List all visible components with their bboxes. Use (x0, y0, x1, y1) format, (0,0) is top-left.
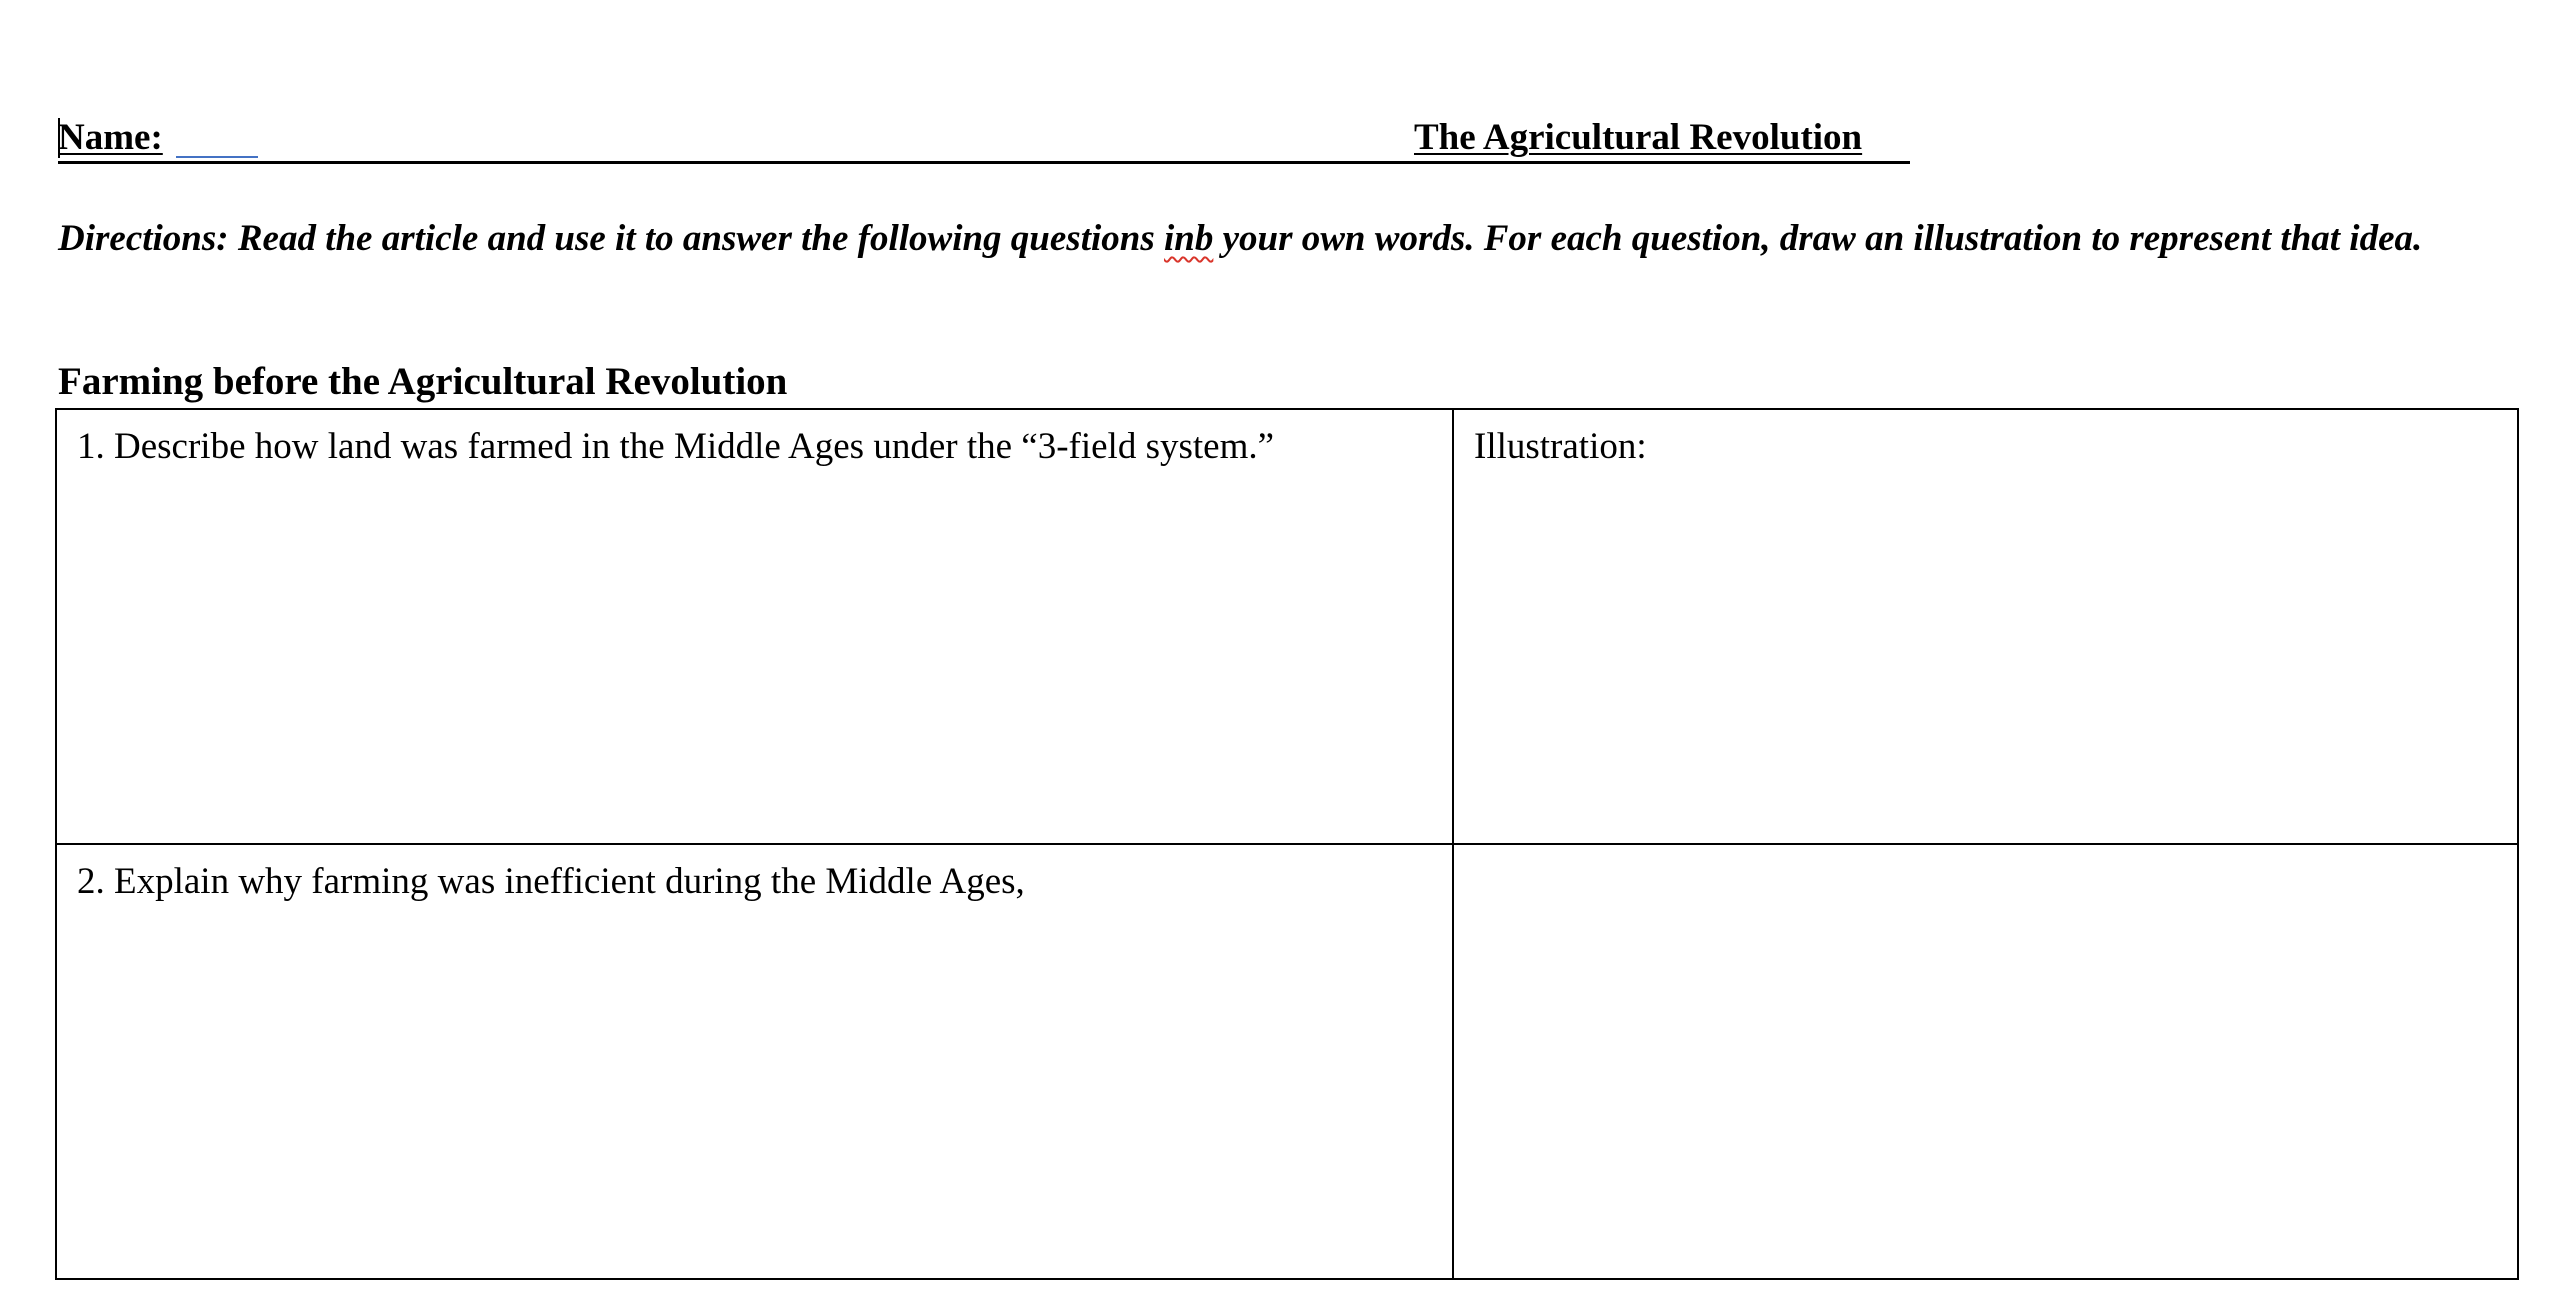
directions-part-1: Directions: Read the article and use it to answer the following questions (58, 218, 1164, 259)
question-cell-2[interactable] (56, 844, 1453, 1279)
table-row (56, 409, 2518, 844)
section-heading: Farming before the Agricultural Revolution (58, 360, 788, 403)
name-blank-field[interactable] (176, 156, 258, 158)
question-text-1: 1. Describe how land was farmed in the Middle Ages under the “3-field system.” (77, 426, 1275, 467)
misspelled-word: inb (1164, 218, 1214, 259)
illustration-cell-2[interactable] (1453, 844, 2518, 1279)
illustration-label: Illustration: (1474, 426, 1647, 467)
directions-text (58, 214, 2498, 263)
question-table (55, 408, 2519, 1280)
directions-part-2: your own words. For each question, draw an illustration to represent that idea. (1213, 218, 2423, 259)
header-name-line (58, 112, 1910, 164)
table-row (56, 844, 2518, 1279)
question-text-2: 2. Explain why farming was inefficient during the Middle Ages, (77, 861, 1025, 902)
question-cell-1[interactable] (56, 409, 1453, 844)
illustration-cell-1[interactable] (1453, 409, 2518, 844)
name-label: Name: (58, 117, 163, 158)
worksheet-title: The Agricultural Revolution (1414, 117, 1863, 158)
